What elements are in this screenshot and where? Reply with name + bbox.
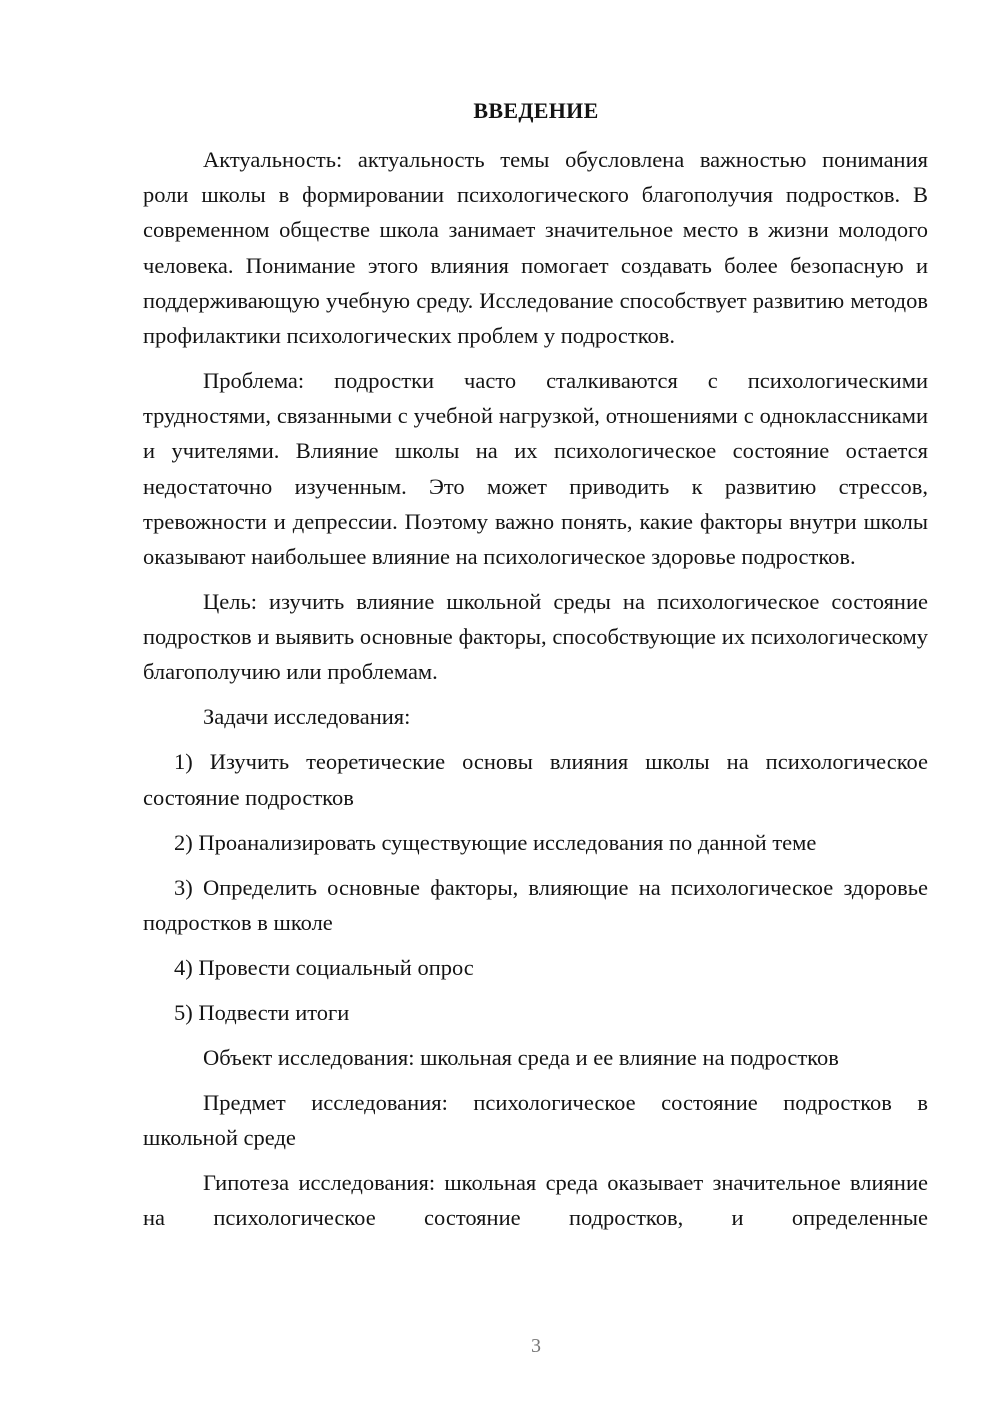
- problem-paragraph: Проблема: подростки часто сталкиваются с психологическими трудностями, связанными с учебной нагрузкой, отношениями с одноклассниками и учителями. Влияние школы на их психологическое состояние остается недостаточно изученным. Это может приводить к развитию стрессов, тревожности и депрессии. Поэтому важно понять, какие факторы внутри школы оказывают наибольшее влияние на психологическое здоровье подростков.: [143, 368, 928, 570]
- section-title: ВВЕДЕНИЕ: [473, 98, 599, 123]
- task-item: 1) Изучить теоретические основы влияния школы на психологическое состояние подростков: [143, 749, 928, 810]
- document-body: [143, 142, 928, 1245]
- object-paragraph: Объект исследования: школьная среда и ее влияние на подростков: [203, 1044, 839, 1070]
- subject-paragraph: Предмет исследования: психологическое состояние подростков в школьной среде: [143, 1089, 928, 1151]
- relevance-paragraph: Актуальность: актуальность темы обусловлена важностью понимания роли школы в формировании психологического благополучия подростков. В современном обществе школа занимает значительное место в жизни молодого человека. Понимание этого влияния помогает создавать более безопасную и поддерживающую учебную среду. Исследование способствует развитию методов профилактики психологических проблем у подростков.: [143, 147, 928, 349]
- hypothesis-paragraph: Гипотеза исследования: школьная среда оказывает значительное влияние на психологическое состояние подростков, и определенные: [143, 1170, 928, 1231]
- tasks-heading: Задачи исследования:: [203, 704, 411, 730]
- task-item: 2) Проанализировать существующие исследования по данной теме: [174, 829, 817, 855]
- task-item: 5) Подвести итоги: [174, 999, 350, 1025]
- goal-paragraph: Цель: изучить влияние школьной среды на психологическое состояние подростков и выявить основные факторы, способствующие их психологическому благополучию или проблемам.: [143, 589, 928, 685]
- task-item: 4) Провести социальный опрос: [174, 954, 474, 980]
- task-item: 3) Определить основные факторы, влияющие на психологическое здоровье подростков в школе: [143, 874, 928, 935]
- page-number: 3: [531, 1335, 541, 1357]
